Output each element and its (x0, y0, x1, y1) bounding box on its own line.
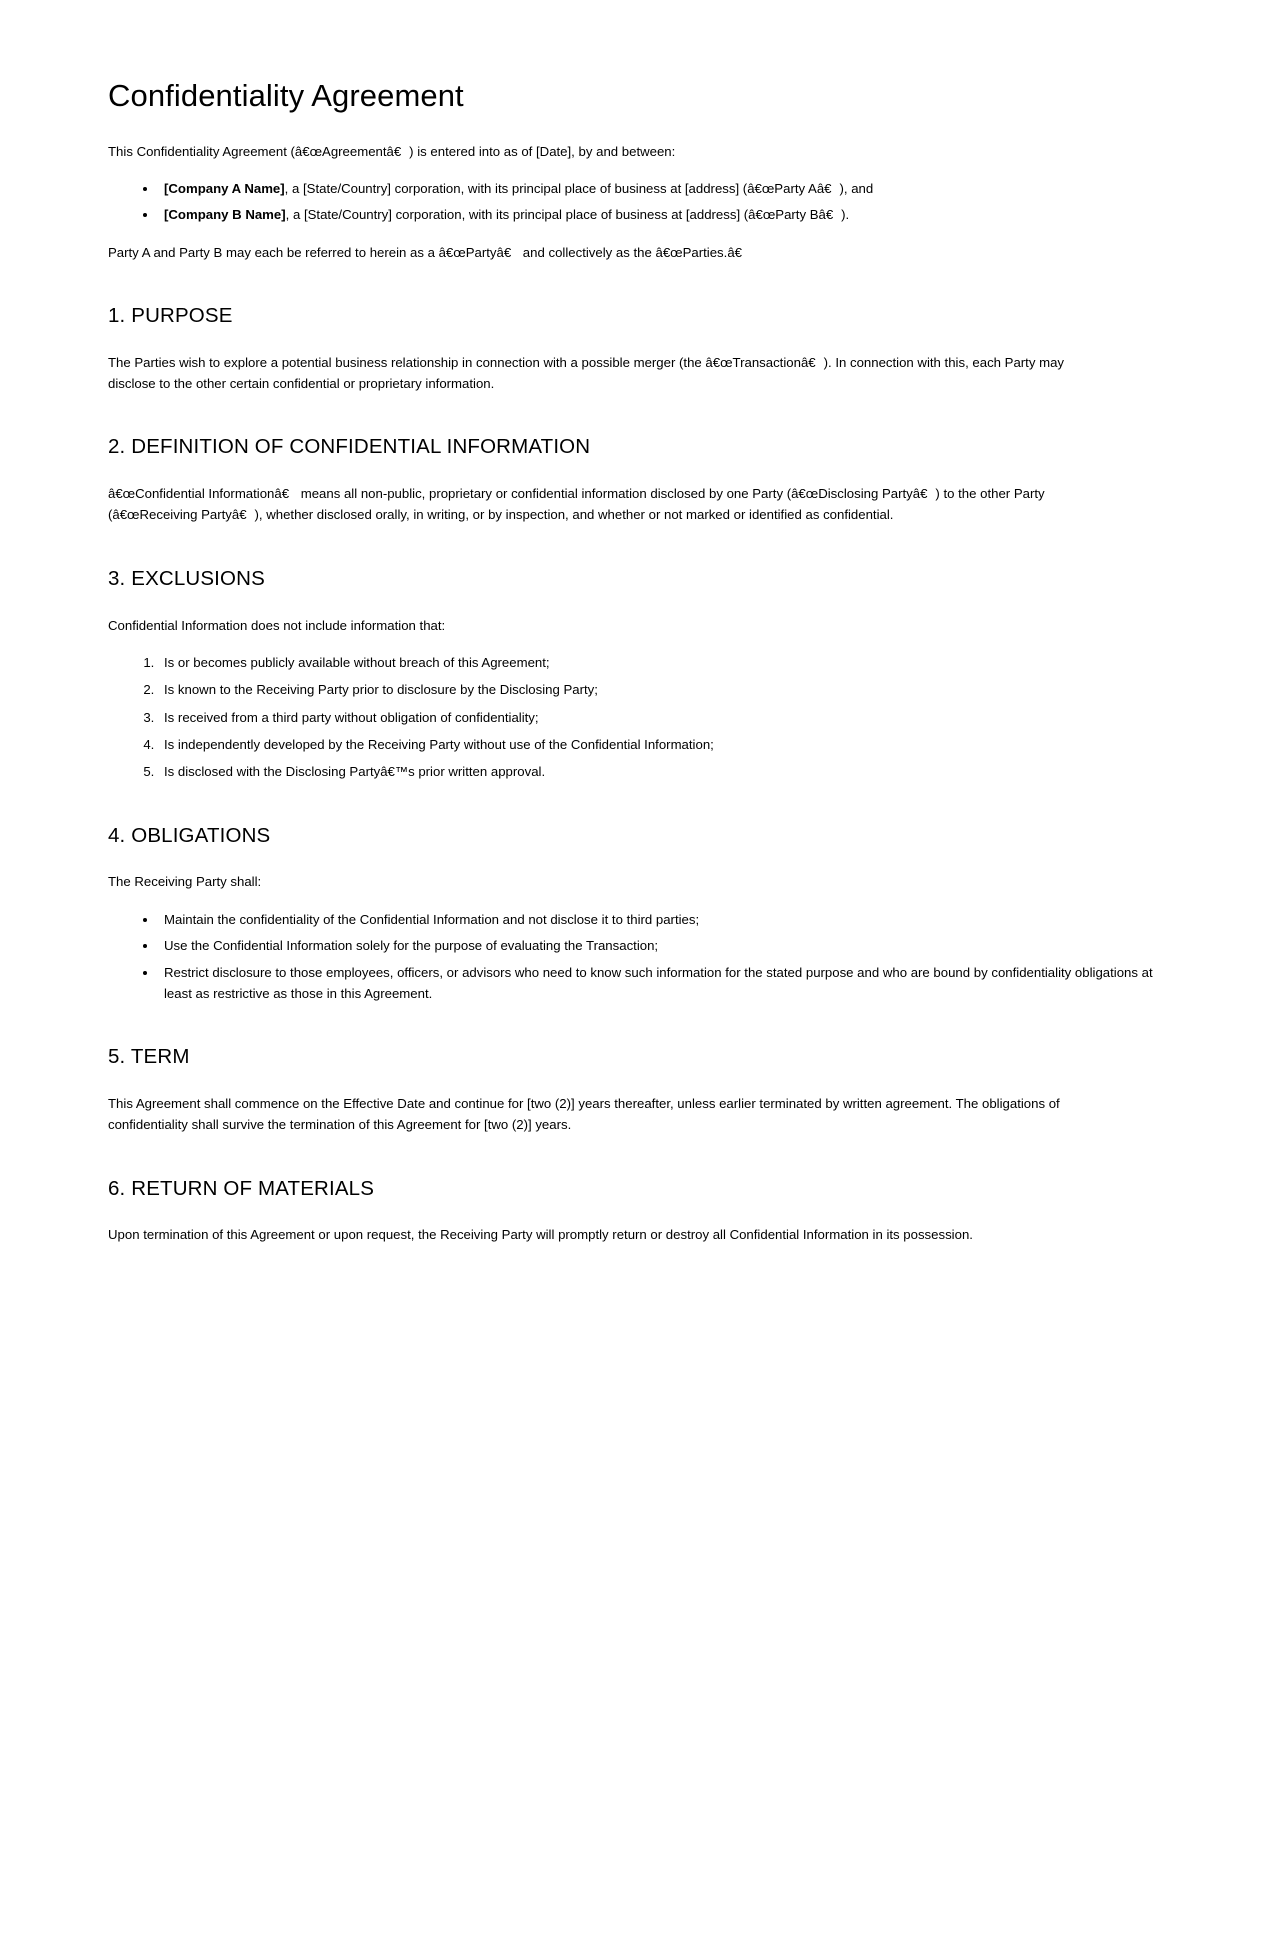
parties-list (108, 178, 1158, 226)
obligations-list (108, 909, 1158, 1005)
section-heading-exclusions: 3. EXCLUSIONS (108, 566, 265, 590)
section-body-definition: â€œConfidential Informationâ€ means all non-public, proprietary or confidential information disclosed by one Party (â€œDisclosing Partyâ€) to the other Party (â€œReceiving Partyâ€), whether disclosed orally, in writing, or by inspection, and whether or not marked or identified as confidential. (108, 486, 1045, 523)
list-item: 4. Is independently developed by the Receiving Party without use of the Confidential Information; (158, 734, 1158, 755)
party-a-detail: , a [State/Country] corporation, with its principal place of business at [address] (â€œParty Aâ€), and (284, 180, 874, 196)
section-lead-exclusions: Confidential Information does not include information that: (108, 617, 446, 633)
section-heading-definition: 2. DEFINITION OF CONFIDENTIAL INFORMATION (108, 435, 591, 459)
section-heading-obligations: 4. OBLIGATIONS (108, 823, 271, 847)
party-a-name: [Company A Name] (164, 180, 285, 196)
section-heading-return-of-materials: 6. RETURN OF MATERIALS (108, 1176, 375, 1200)
list-item: 5. Is disclosed with the Disclosing Partyâ€™s prior written approval. (158, 761, 1158, 782)
party-b-name: [Company B Name] (164, 207, 286, 223)
list-item: • Maintain the confidentiality of the Confidential Information and not disclose it to third parties; (158, 909, 1158, 930)
list-item: • Use the Confidential Information solely for the purpose of evaluating the Transaction; (158, 935, 1158, 956)
list-item: 1. Is or becomes publicly available without breach of this Agreement; (158, 652, 1158, 673)
page-title: Confidentiality Agreement (108, 78, 464, 113)
list-item (158, 204, 1158, 225)
list-item (158, 178, 1158, 199)
section-body-return-of-materials: Upon termination of this Agreement or upon request, the Receiving Party will promptly return or destroy all Confidential Information in its possession. (108, 1227, 973, 1243)
exclusions-list (108, 652, 1158, 783)
list-item: 2. Is known to the Receiving Party prior to disclosure by the Disclosing Party; (158, 679, 1158, 700)
intro-paragraph: This Confidentiality Agreement (â€œAgreementâ€) is entered into as of [Date], by and between: (108, 143, 676, 159)
section-body-term: This Agreement shall commence on the Effective Date and continue for [two (2)] years thereafter, unless earlier terminated by written agreement. The obligations of confidentiality shall survive the termination of this Agreement for [two (2)] years. (108, 1095, 1060, 1133)
section-lead-obligations: The Receiving Party shall: (108, 874, 262, 890)
section-heading-purpose: 1. PURPOSE (108, 304, 233, 328)
section-body-purpose: The Parties wish to explore a potential business relationship in connection with a possible merger (the â€œTransactionâ€). In connection with this, each Party may disclose to the other certain confidential or proprietary information. (108, 354, 1065, 392)
parties-note: Party A and Party B may each be referred to herein as a â€œPartyâ€ and collectively as the â€œParties.â€ (108, 244, 750, 260)
list-item: 3. Is received from a third party without obligation of confidentiality; (158, 707, 1158, 728)
party-b-detail: , a [State/Country] corporation, with its principal place of business at [address] (â€œParty Bâ€). (285, 207, 850, 223)
list-item: • Restrict disclosure to those employees, officers, or advisors who need to know such information for the stated purpose and who are bound by confidentiality obligations at least as restrictive as those in this Agreement. (158, 962, 1158, 1005)
section-heading-term: 5. TERM (108, 1045, 190, 1069)
